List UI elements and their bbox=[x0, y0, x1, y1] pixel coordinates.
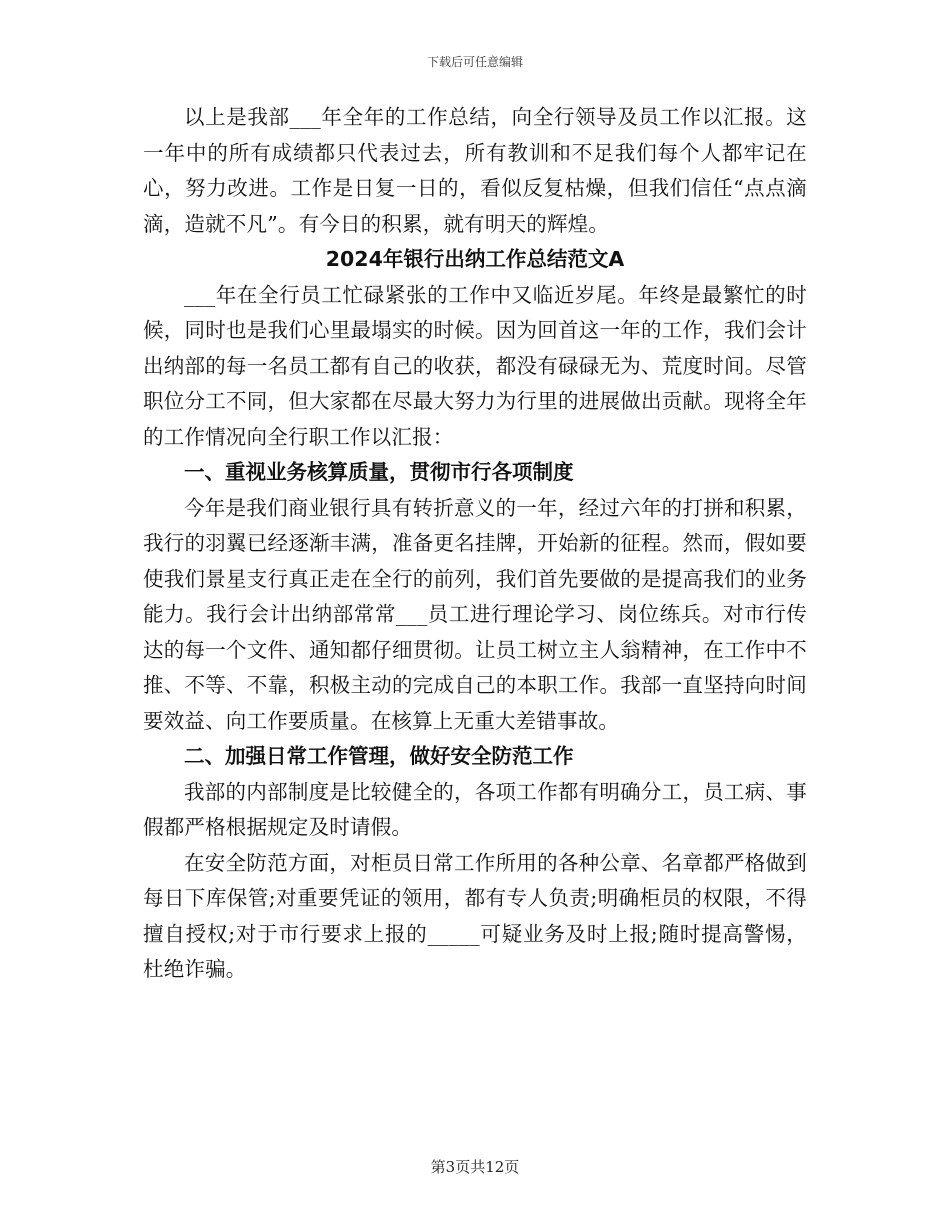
document-title: 2024年银行出纳工作总结范文A bbox=[325, 247, 625, 271]
header-note: 下载后可任意编辑 bbox=[426, 55, 523, 69]
paragraph-3: 我部的内部制度是比较健全的，各项工作都有明确分工，员工病、事假都严格根据规定及时请假。 bbox=[143, 779, 807, 839]
paragraph-1: ___年在全行员工忙碌紧张的工作中又临近岁尾。年终是最繁忙的时候，同时也是我们心里最塌实的时候。因为回首这一年的工作，我们会计出纳部的每一名员工都有自己的收获，都没有碌碌无为、荒度时间。尽管职位分工不同，但大家都在尽最大努力为行里的进展做出贡献。现将全年的工作情况向全行职工作以汇报： bbox=[143, 282, 807, 449]
document-body bbox=[143, 100, 807, 988]
section-heading-2: 二、加强日常工作管理，做好安全防范工作 bbox=[184, 744, 574, 768]
section-heading-1: 一、重视业务核算质量，贯彻市行各项制度 bbox=[184, 460, 574, 484]
page-number: 第3页共12页 bbox=[430, 1158, 520, 1176]
paragraph-2: 今年是我们商业银行具有转折意义的一年，经过六年的打拼和积累，我行的羽翼已经逐渐丰满，准备更名挂牌，开始新的征程。然而，假如要使我们景星支行真正走在全行的前列，我们首先要做的是提高我们的业务能力。我行会计出纳部常常___员工进行理论学习、岗位练兵。对市行传达的每一个文件、通知都仔细贯彻。让员工树立主人翁精神，在工作中不推、不等、不靠，积极主动的完成自己的本职工作。我部一直坚持向时间要效益、向工作要质量。在核算上无重大差错事故。 bbox=[143, 495, 807, 733]
paragraph-4: 在安全防范方面，对柜员日常工作所用的各种公章、名章都严格做到每日下库保管;对重要凭证的领用，都有专人负责;明确柜员的权限，不得擅自授权;对于市行要求上报的_____可疑业务及时上报;随时提高警惕，杜绝诈骗。 bbox=[143, 850, 807, 981]
intro-paragraph: 以上是我部___年全年的工作总结，向全行领导及员工作以汇报。这一年中的所有成绩都只代表过去，所有教训和不足我们每个人都牢记在心，努力改进。工作是日复一日的，看似反复枯燥，但我们信任“点点滴滴，造就不凡”。有今日的积累，就有明天的辉煌。 bbox=[143, 105, 807, 236]
